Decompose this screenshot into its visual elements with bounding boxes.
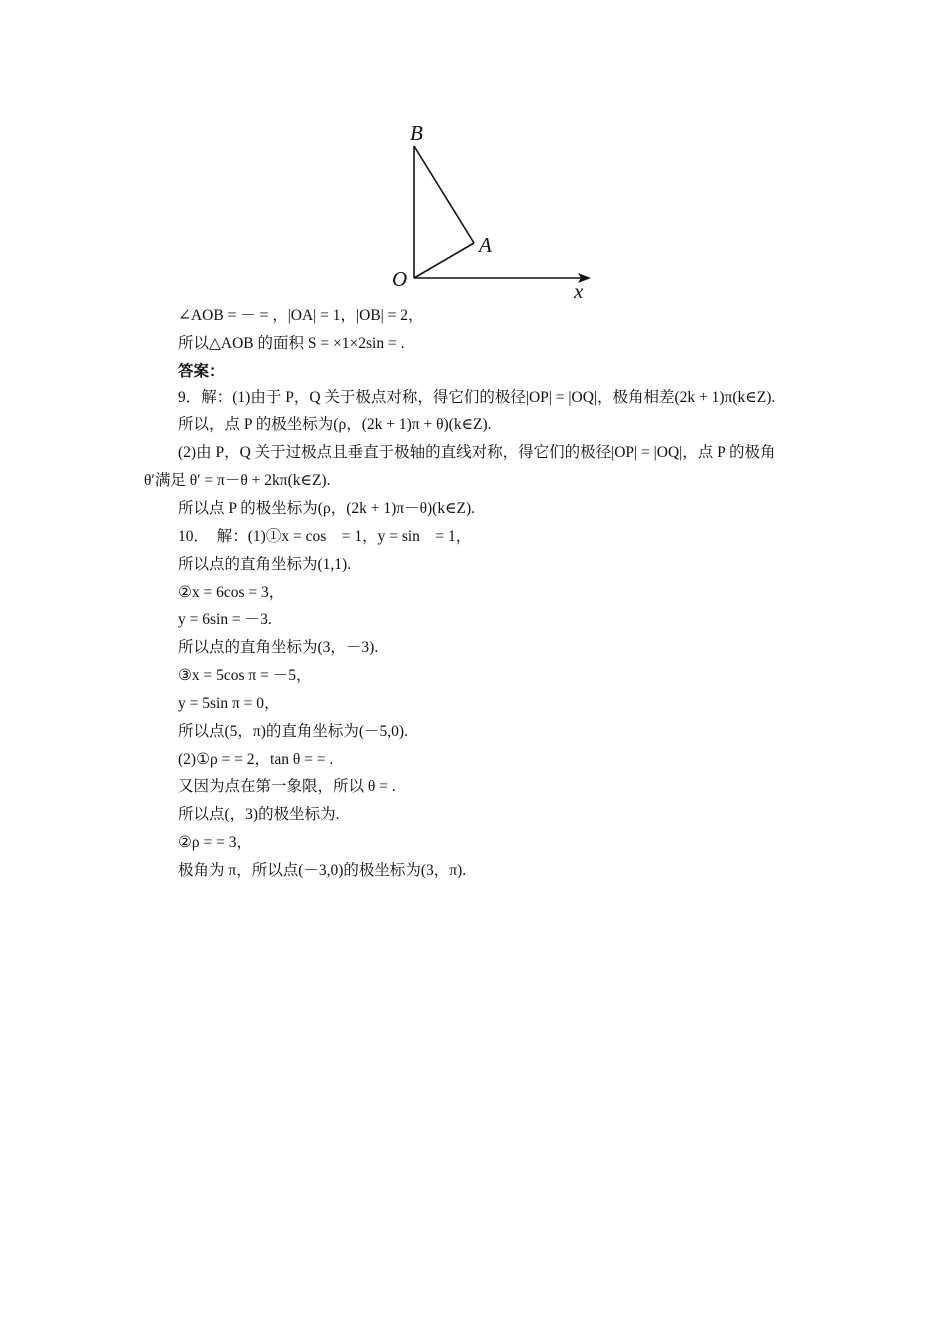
text-line-q10-polar2: 极角为 π，所以点(－3,0)的极坐标为(3，π).	[178, 862, 467, 879]
text-line-q10-quadrant: 又因为点在第一象限，所以 θ = .	[178, 778, 396, 795]
text-line-q10-rect2: 所以点的直角坐标为(3，－3).	[178, 639, 379, 656]
triangle-aob-figure	[380, 118, 600, 303]
text-line-q9-part2: (2)由 P，Q 关于过极点且垂直于极轴的直线对称，得它们的极径|OP| = |OQ|，点 P 的极角	[178, 444, 776, 461]
text-line-q10-x2: ②x = 6cos = 3，	[178, 584, 285, 601]
segment-ao	[414, 243, 474, 278]
text-line-q10-part1: 10． 解：(1)①x = cos = 1，y = sin = 1，	[178, 528, 472, 545]
text-line-q10-x3: ③x = 5cos π = －5，	[178, 667, 312, 684]
text-line-q9-part1-result: 所以，点 P 的极坐标为(ρ，(2k + 1)π + θ)(k∈Z).	[178, 416, 492, 433]
text-line-q9-part2-result: 所以点 P 的极坐标为(ρ，(2k + 1)π－θ)(k∈Z).	[178, 500, 476, 517]
answer-heading: 答案：	[178, 363, 225, 380]
label-x: x	[574, 279, 584, 303]
text-line-q10-polar1: 所以点(，3)的极坐标为.	[178, 806, 340, 823]
label-b: B	[410, 121, 423, 145]
text-line-angle-aob: ∠AOB = － = ，|OA| = 1，|OB| = 2，	[178, 307, 424, 324]
text-line-area: 所以△AOB 的面积 S = ×1×2sin = .	[178, 335, 405, 352]
text-line-q10-part2: (2)①ρ = = 2，tan θ = = .	[178, 751, 334, 768]
text-line-q10-rho2: ②ρ = = 3，	[178, 834, 252, 851]
text-line-q9-part2-cont: θ′满足 θ′ = π－θ + 2kπ(k∈Z).	[144, 472, 331, 489]
segment-ba	[414, 146, 474, 243]
label-a: A	[479, 233, 492, 257]
text-line-q10-rect3: 所以点(5，π)的直角坐标为(－5,0).	[178, 723, 408, 740]
text-line-q9-part1: 9．解：(1)由于 P，Q 关于极点对称，得它们的极径|OP| = |OQ|，极角相差(2k + 1)π(k∈Z).	[178, 389, 776, 406]
text-line-q10-y3: y = 5sin π = 0，	[178, 695, 280, 712]
text-line-q10-rect1: 所以点的直角坐标为(1,1).	[178, 556, 352, 573]
text-line-q10-y2: y = 6sin = －3.	[178, 611, 272, 628]
label-o: O	[392, 267, 408, 291]
